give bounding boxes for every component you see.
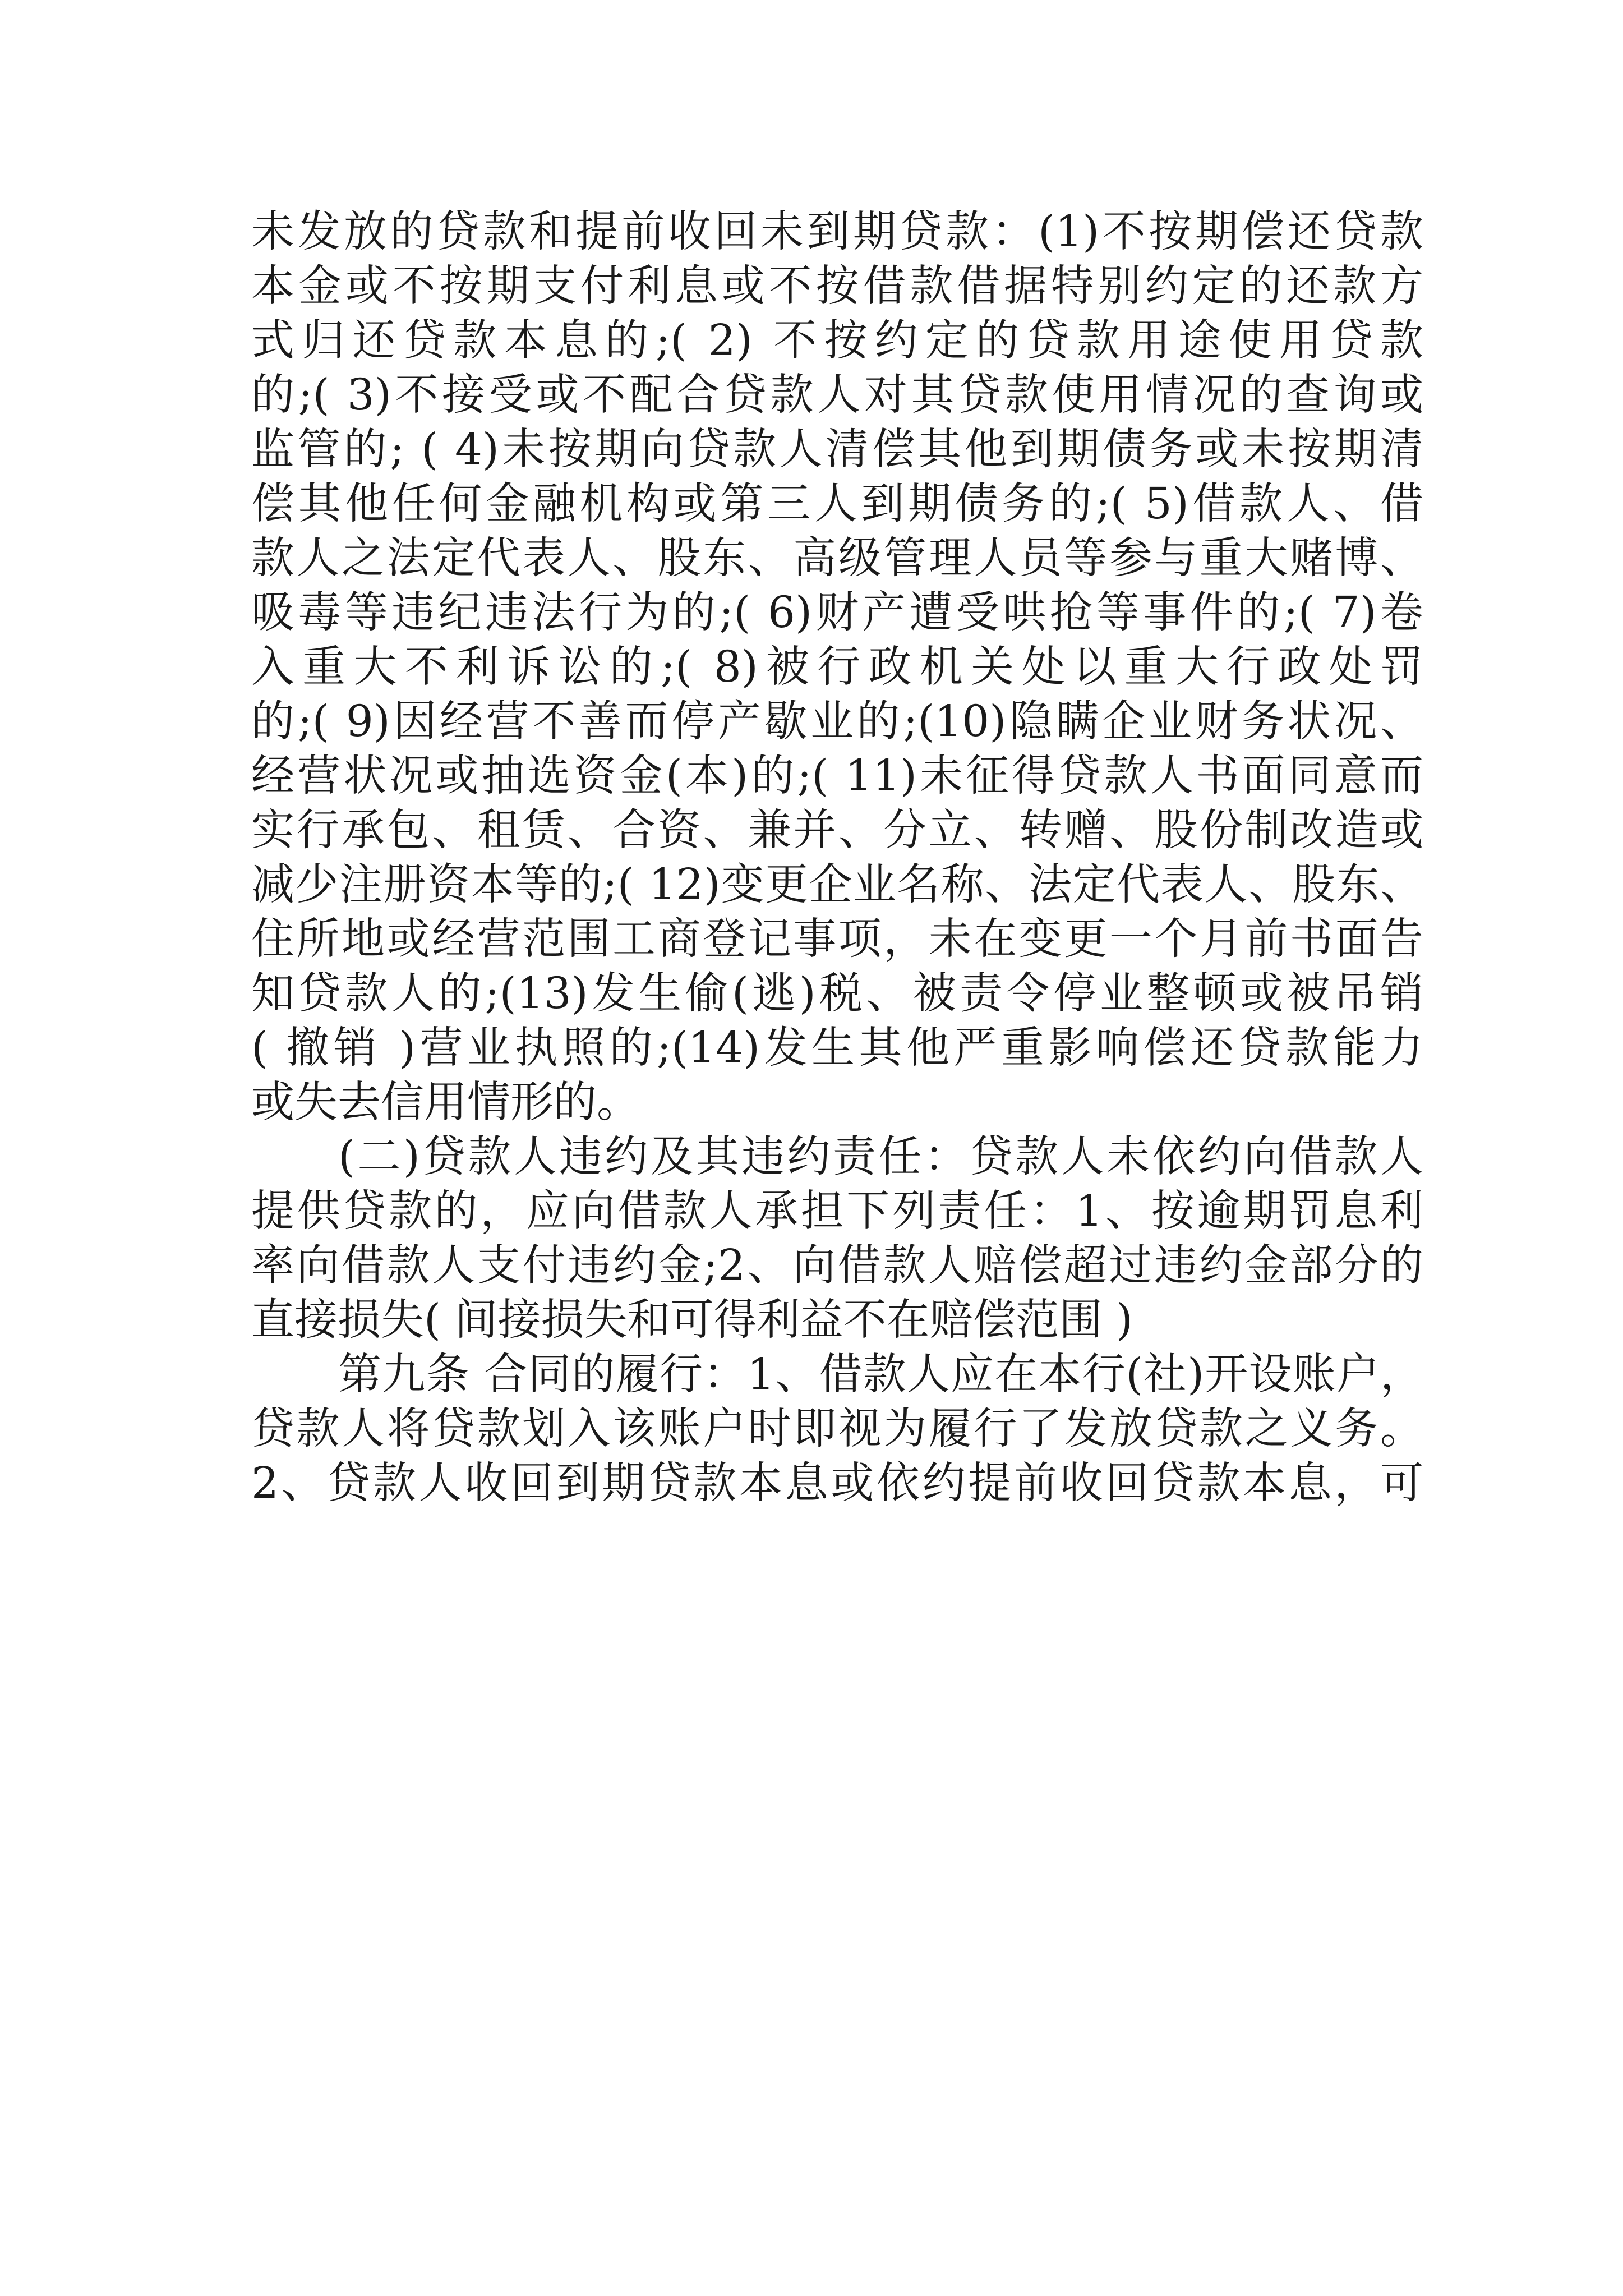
text-line: 率向借款人支付违约金;2、向借款人赔偿超过违约金部分的 (251, 1241, 1423, 1291)
text-line: 或失去信用情形的。 (251, 1078, 640, 1128)
paragraph-start-line: 第九条 合同的履行：1、借款人应在本行(社)开设账户， (338, 1350, 1423, 1400)
text-line: 款人之法定代表人、股东、高级管理人员等参与重大赌博、 (251, 533, 1423, 583)
text-line: 住所地或经营范围工商登记事项，未在变更一个月前书面告 (251, 914, 1423, 964)
text-line: 的;( 3)不接受或不配合贷款人对其贷款使用情况的查询或 (251, 370, 1423, 420)
text-line: 知贷款人的;(13)发生偷(逃)税、被责令停业整顿或被吊销 (251, 969, 1423, 1019)
text-line: 吸毒等违纪违法行为的;( 6)财产遭受哄抢等事件的;( 7)卷 (251, 588, 1423, 638)
text-line: 本金或不按期支付利息或不按借款借据特别约定的还款方 (251, 261, 1423, 311)
text-line: ( 撤销 )营业执照的;(14)发生其他严重影响偿还贷款能力 (251, 1023, 1423, 1073)
text-line: 实行承包、租赁、合资、兼并、分立、转赠、股份制改造或 (251, 806, 1423, 855)
text-line: 的;( 9)因经营不善而停产歇业的;(10)隐瞒企业财务状况、 (251, 697, 1423, 747)
document-body (251, 205, 1423, 1511)
text-line: 经营状况或抽选资金(本)的;( 11)未征得贷款人书面同意而 (251, 751, 1423, 801)
text-line: 贷款人将贷款划入该账户时即视为履行了发放贷款之义务。 (251, 1404, 1423, 1454)
text-line: 式归还贷款本息的;( 2) 不按约定的贷款用途使用贷款 (251, 316, 1423, 366)
text-line: 入重大不利诉讼的;( 8)被行政机关处以重大行政处罚 (251, 642, 1423, 692)
paragraph-start-line: (二)贷款人违约及其违约责任：贷款人未依约向借款人 (338, 1132, 1423, 1182)
text-line: 2、贷款人收回到期贷款本息或依约提前收回贷款本息，可 (251, 1458, 1423, 1508)
text-line: 减少注册资本等的;( 12)变更企业名称、法定代表人、股东、 (251, 860, 1423, 910)
text-line: 偿其他任何金融机构或第三人到期债务的;( 5)借款人、借 (251, 479, 1423, 529)
text-line: 提供贷款的，应向借款人承担下列责任：1、按逾期罚息利 (251, 1186, 1423, 1236)
text-line: 未发放的贷款和提前收回未到期贷款：(1)不按期偿还贷款 (251, 207, 1423, 257)
text-line: 监管的; ( 4)未按期向贷款人清偿其他到期债务或未按期清 (251, 425, 1423, 475)
text-line: 直接损失( 间接损失和可得利益不在赔偿范围 ) (251, 1295, 1133, 1345)
